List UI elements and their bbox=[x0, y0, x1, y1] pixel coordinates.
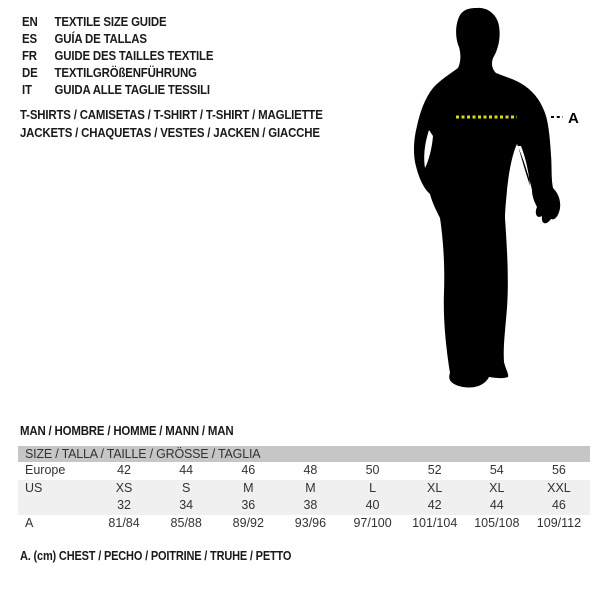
size-cell: S bbox=[182, 480, 191, 495]
size-cell: 89/92 bbox=[232, 515, 264, 530]
measurement-label-a: A bbox=[568, 110, 579, 127]
category-tshirts: T-SHIRTS / CAMISETAS / T-SHIRT / T-SHIRT / MAGLIETTE bbox=[20, 107, 323, 122]
language-code: FR bbox=[22, 48, 37, 63]
male-silhouette-figure bbox=[405, 0, 585, 400]
category-jackets: JACKETS / CHAQUETAS / VESTES / JACKEN / GIACCHE bbox=[20, 125, 320, 140]
row-label: Europe bbox=[25, 463, 66, 477]
language-label: GUÍA DE TALLAS bbox=[54, 31, 147, 46]
language-code: EN bbox=[22, 14, 38, 29]
language-row-de bbox=[22, 64, 213, 81]
language-row-en bbox=[22, 13, 213, 30]
language-code: ES bbox=[22, 31, 37, 46]
size-cell: 46 bbox=[241, 463, 256, 477]
size-cell: 109/112 bbox=[536, 515, 582, 530]
language-row-es bbox=[22, 30, 213, 47]
measurement-footnote: A. (cm) CHEST / PECHO / POITRINE / TRUHE / PETTO bbox=[20, 549, 292, 563]
size-table bbox=[18, 446, 590, 532]
table-row-numeric bbox=[18, 497, 590, 515]
row-label: US bbox=[25, 480, 43, 495]
language-row-fr bbox=[22, 47, 213, 64]
language-label: GUIDE DES TAILLES TEXTILE bbox=[54, 48, 214, 63]
size-cell: 42 bbox=[427, 498, 442, 512]
size-cell: 34 bbox=[179, 498, 194, 512]
section-title-man: MAN / HOMBRE / HOMME / MANN / MAN bbox=[20, 423, 234, 438]
table-row-chest-a bbox=[18, 515, 590, 533]
language-label: TEXTILGRÖßENFÜHRUNG bbox=[54, 65, 197, 80]
size-cell: 50 bbox=[365, 463, 380, 477]
size-cell: 46 bbox=[551, 498, 566, 512]
size-cell: 93/96 bbox=[294, 515, 327, 530]
size-cell: XL bbox=[489, 480, 505, 495]
row-label: A bbox=[25, 515, 34, 530]
size-cell: 44 bbox=[179, 463, 194, 477]
size-cell: 101/104 bbox=[412, 515, 458, 530]
size-cell: 48 bbox=[303, 463, 318, 477]
language-code: DE bbox=[22, 65, 38, 80]
language-label: TEXTILE SIZE GUIDE bbox=[54, 14, 167, 29]
size-cell: 97/100 bbox=[353, 515, 392, 530]
size-cell: 38 bbox=[303, 498, 318, 512]
size-table-header: SIZE / TALLA / TAILLE / GRÖSSE / TAGLIA bbox=[18, 446, 590, 462]
size-cell: XL bbox=[427, 480, 443, 495]
size-cell: M bbox=[305, 480, 316, 495]
size-cell: 56 bbox=[551, 463, 566, 477]
garment-categories bbox=[20, 106, 323, 142]
size-cell: 54 bbox=[489, 463, 504, 477]
language-row-it bbox=[22, 81, 213, 98]
size-cell: 81/84 bbox=[108, 515, 140, 530]
size-cell: L bbox=[369, 480, 377, 495]
size-cell: M bbox=[243, 480, 254, 495]
man-silhouette bbox=[414, 8, 560, 388]
size-cell: 44 bbox=[489, 498, 504, 512]
size-cell: 40 bbox=[365, 498, 380, 512]
language-label: GUIDA ALLE TAGLIE TESSILI bbox=[54, 82, 210, 97]
size-cell: 105/108 bbox=[474, 515, 520, 530]
size-cell: XS bbox=[115, 480, 133, 495]
table-row-europe bbox=[18, 462, 590, 480]
size-cell: 42 bbox=[117, 463, 132, 477]
size-cell: 85/88 bbox=[170, 515, 202, 530]
size-cell: XXL bbox=[547, 480, 571, 495]
table-row-us bbox=[18, 480, 590, 498]
size-cell: 36 bbox=[241, 498, 256, 512]
language-code: IT bbox=[22, 82, 32, 97]
language-list bbox=[22, 13, 213, 98]
size-cell: 52 bbox=[427, 463, 442, 477]
size-cell: 32 bbox=[117, 498, 132, 512]
row-label bbox=[18, 497, 93, 515]
